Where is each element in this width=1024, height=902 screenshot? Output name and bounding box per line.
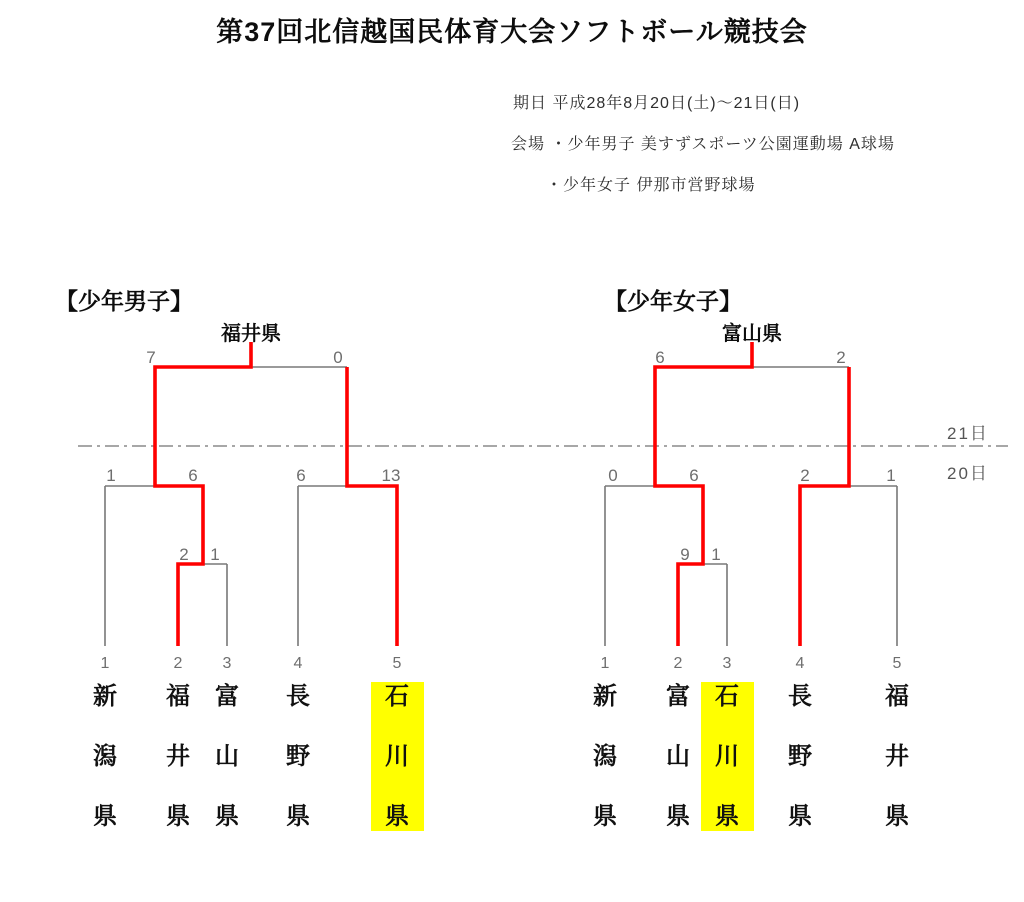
girls-winner-path <box>655 342 849 646</box>
boys-round1-score-right: 1 <box>210 545 220 564</box>
boys-bracket-label: 【少年男子】 <box>55 288 193 314</box>
girls-team-1-name: 新潟県 <box>593 683 617 830</box>
day-20-label: 20日 <box>947 464 989 483</box>
boys-seed-3: 3 <box>222 655 232 672</box>
venue-line-girls: ・少年女子 伊那市営野球場 <box>546 177 756 194</box>
girls-team-5-name: 福井県 <box>885 683 909 830</box>
event-date-line: 期日 平成28年8月20日(土)～21日(日) <box>513 95 801 112</box>
girls-team-4-name: 長野県 <box>788 683 812 830</box>
girls-seed-2: 2 <box>673 655 683 672</box>
boys-team-4-name: 長野県 <box>286 683 310 830</box>
boys-semifinal2-score-right: 13 <box>381 466 401 485</box>
girls-bracket-lines <box>605 367 897 646</box>
girls-team-2-name: 富山県 <box>666 683 690 830</box>
boys-seed-1: 1 <box>100 655 110 672</box>
boys-round1-score-left: 2 <box>179 545 189 564</box>
boys-semifinal1-score-right: 6 <box>188 466 198 485</box>
boys-seed-5: 5 <box>392 655 402 672</box>
boys-winner-path <box>155 342 397 646</box>
boys-bracket-lines <box>105 367 397 646</box>
boys-team-5-name: 石川県 <box>385 683 409 830</box>
boys-final-score-left: 7 <box>146 348 156 367</box>
girls-semifinal1-score-left: 0 <box>608 466 618 485</box>
page-title: 第37回北信越国民体育大会ソフトボール競技会 <box>216 17 808 47</box>
girls-seed-1: 1 <box>600 655 610 672</box>
boys-team-3-name: 富山県 <box>215 683 239 830</box>
girls-champion-name: 富山県 <box>722 323 782 345</box>
girls-final-score-left: 6 <box>655 348 665 367</box>
day-21-label: 21日 <box>947 424 989 443</box>
boys-semifinal2-score-left: 6 <box>296 466 306 485</box>
girls-semifinal1-score-right: 6 <box>689 466 699 485</box>
girls-team-3-name: 石川県 <box>715 683 739 830</box>
boys-semifinal1-score-left: 1 <box>106 466 116 485</box>
boys-seed-4: 4 <box>293 655 303 672</box>
boys-team-2-name: 福井県 <box>166 683 190 830</box>
girls-seed-3: 3 <box>722 655 732 672</box>
girls-seed-5: 5 <box>892 655 902 672</box>
boys-seed-2: 2 <box>173 655 183 672</box>
venue-line-boys: 会場 ・少年男子 美すずスポーツ公園運動場 A球場 <box>511 136 895 153</box>
girls-round1-score-left: 9 <box>680 545 690 564</box>
girls-round1-score-right: 1 <box>711 545 721 564</box>
girls-semifinal2-score-left: 2 <box>800 466 810 485</box>
boys-final-score-right: 0 <box>333 348 343 367</box>
girls-seed-4: 4 <box>795 655 805 672</box>
girls-semifinal2-score-right: 1 <box>886 466 896 485</box>
girls-bracket-label: 【少年女子】 <box>604 288 742 314</box>
girls-final-score-right: 2 <box>836 348 846 367</box>
boys-team-1-name: 新潟県 <box>93 683 117 830</box>
boys-champion-name: 福井県 <box>221 323 281 345</box>
